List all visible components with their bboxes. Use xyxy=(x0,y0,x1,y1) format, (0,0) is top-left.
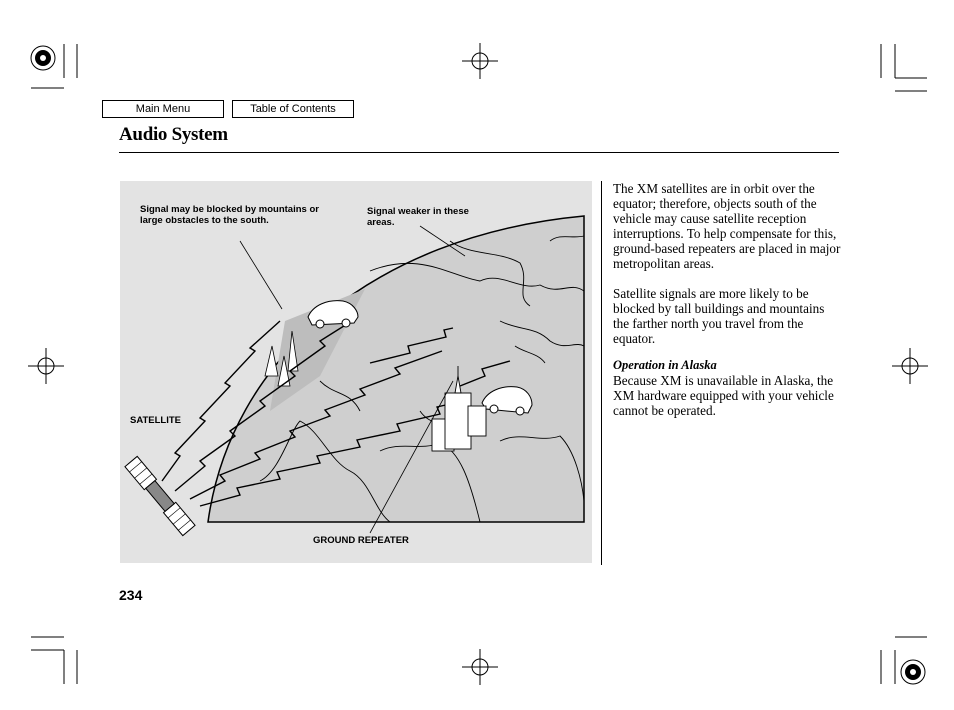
title-rule xyxy=(119,152,839,153)
caption-ground-repeater: GROUND REPEATER xyxy=(313,535,409,546)
column-divider xyxy=(601,181,602,565)
paragraph-signal-blocking: Satellite signals are more likely to be blocked by tall buildings and mountains the farther north you travel from the equator. xyxy=(613,286,825,346)
caption-signal-blocked: Signal may be blocked by mountains or large obstacles to the south. xyxy=(140,204,319,226)
page-number: 234 xyxy=(119,587,143,603)
subheading-alaska: Operation in Alaska xyxy=(613,358,717,372)
satellite-icon xyxy=(125,456,195,535)
registration-target-bottom-right xyxy=(901,660,925,684)
main-menu-button[interactable]: Main Menu xyxy=(102,100,224,118)
registration-target-top-left xyxy=(31,46,55,70)
caption-satellite: SATELLITE xyxy=(130,415,182,426)
table-of-contents-button[interactable]: Table of Contents xyxy=(232,100,354,118)
paragraph-satellite-orbit: The XM satellites are in orbit over the equator; therefore, objects south of the vehicle may cause satellite reception interruptions. To help compensate for this, ground-based repeaters are placed in major metropolitan areas. xyxy=(613,181,841,271)
caption-signal-weaker: Signal weaker in these areas. xyxy=(367,206,469,228)
paragraph-alaska: Because XM is unavailable in Alaska, the XM hardware equipped with your vehicle cannot be operated. xyxy=(613,373,834,418)
xm-coverage-illustration xyxy=(120,181,592,563)
page-title: Audio System xyxy=(119,124,228,145)
